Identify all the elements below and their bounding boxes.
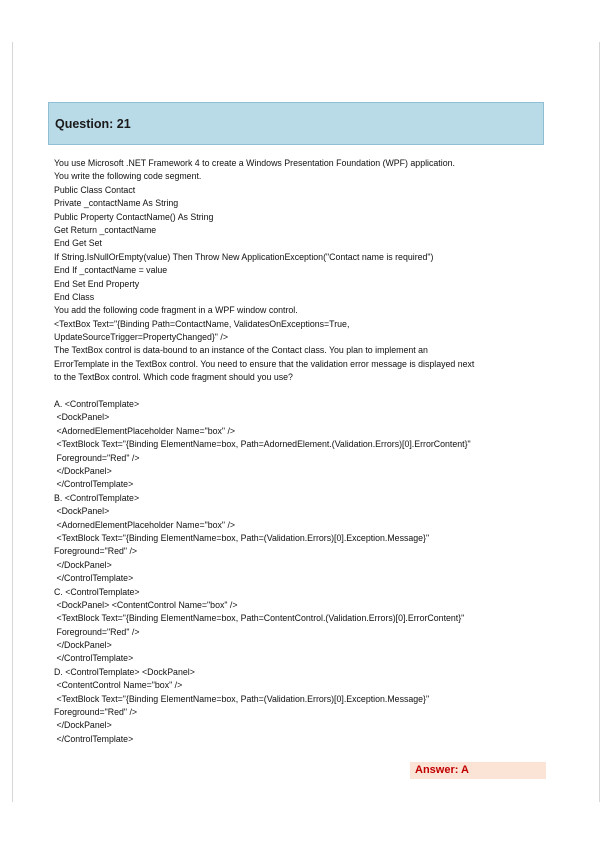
text-line: ErrorTemplate in the TextBox control. You need to ensure that the validation error message is displayed next — [54, 358, 475, 369]
text-line: </ControlTemplate> — [54, 653, 134, 664]
text-line: </DockPanel> — [54, 465, 112, 476]
text-line: Public Class Contact — [54, 184, 136, 195]
text-line: D. <ControlTemplate> <DockPanel> — [54, 666, 195, 677]
page-border-left — [12, 42, 13, 802]
text-line: End Get Set — [54, 238, 102, 249]
text-line: Foreground="Red" /> — [54, 626, 140, 637]
text-line: You use Microsoft .NET Framework 4 to create a Windows Presentation Foundation (WPF) application. — [54, 158, 455, 168]
text-line: Private _contactName As String — [54, 198, 179, 209]
question-header-box — [48, 102, 544, 145]
text-line: The TextBox control is data-bound to an instance of the Contact class. You plan to implement an — [54, 345, 428, 356]
text-line: <DockPanel> <ContentControl Name="box" /> — [54, 599, 238, 610]
text-line: B. <ControlTemplate> — [54, 492, 140, 503]
text-line: </DockPanel> — [54, 720, 112, 731]
text-line: UpdateSourceTrigger=PropertyChanged}" /> — [54, 332, 228, 343]
text-line: A. <ControlTemplate> — [54, 399, 140, 410]
text-line: <AdornedElementPlaceholder Name="box" /> — [54, 519, 236, 530]
text-line: Foreground="Red" /> — [54, 546, 138, 557]
text-line: Foreground="Red" /> — [54, 707, 138, 718]
text-line: <TextBlock Text="{Binding ElementName=box, Path=AdornedElement.(Validation.Errors)[0].ErrorContent}" — [54, 439, 471, 450]
text-line: End Class — [54, 291, 95, 302]
page-border-right — [599, 42, 600, 802]
text-line: </ControlTemplate> — [54, 573, 134, 584]
text-line: End Set End Property — [54, 278, 140, 289]
answer-label: Answer: A — [415, 764, 469, 776]
text-line: <AdornedElementPlaceholder Name="box" /> — [54, 425, 236, 436]
text-line: Public Property ContactName() As String — [54, 211, 214, 222]
text-line: <TextBlock Text="{Binding ElementName=box, Path=(Validation.Errors)[0].Exception.Message}" — [54, 693, 430, 704]
text-line: </ControlTemplate> — [54, 733, 134, 744]
text-line: to the TextBox control. Which code fragment should you use? — [54, 372, 293, 383]
answer-box — [410, 762, 546, 779]
text-line: Get Return _contactName — [54, 224, 157, 235]
text-line: <DockPanel> — [54, 412, 110, 423]
text-line: If String.IsNullOrEmpty(value) Then Throw New ApplicationException("Contact name is required") — [54, 251, 434, 262]
text-line: </DockPanel> — [54, 640, 112, 651]
blank-line — [54, 385, 550, 398]
text-line: You write the following code segment. — [54, 171, 202, 182]
text-line: Foreground="Red" /> — [54, 452, 140, 463]
question-title: Question: 21 — [55, 117, 131, 131]
text-line: You add the following code fragment in a WPF window control. — [54, 305, 298, 316]
question-body — [54, 157, 550, 746]
text-line: <TextBox Text="{Binding Path=ContactName, ValidatesOnExceptions=True, — [54, 318, 350, 329]
text-line: <TextBlock Text="{Binding ElementName=box, Path=(Validation.Errors)[0].Exception.Message}" — [54, 532, 430, 543]
text-line: <TextBlock Text="{Binding ElementName=box, Path=ContentControl.(Validation.Errors)[0].ErrorContent}" — [54, 613, 465, 624]
text-line: C. <ControlTemplate> — [54, 586, 140, 597]
text-line: <DockPanel> — [54, 506, 110, 517]
text-line: <ContentControl Name="box" /> — [54, 680, 183, 691]
text-line: </DockPanel> — [54, 559, 112, 570]
text-line: </ControlTemplate> — [54, 479, 134, 490]
text-line: End If _contactName = value — [54, 265, 168, 276]
